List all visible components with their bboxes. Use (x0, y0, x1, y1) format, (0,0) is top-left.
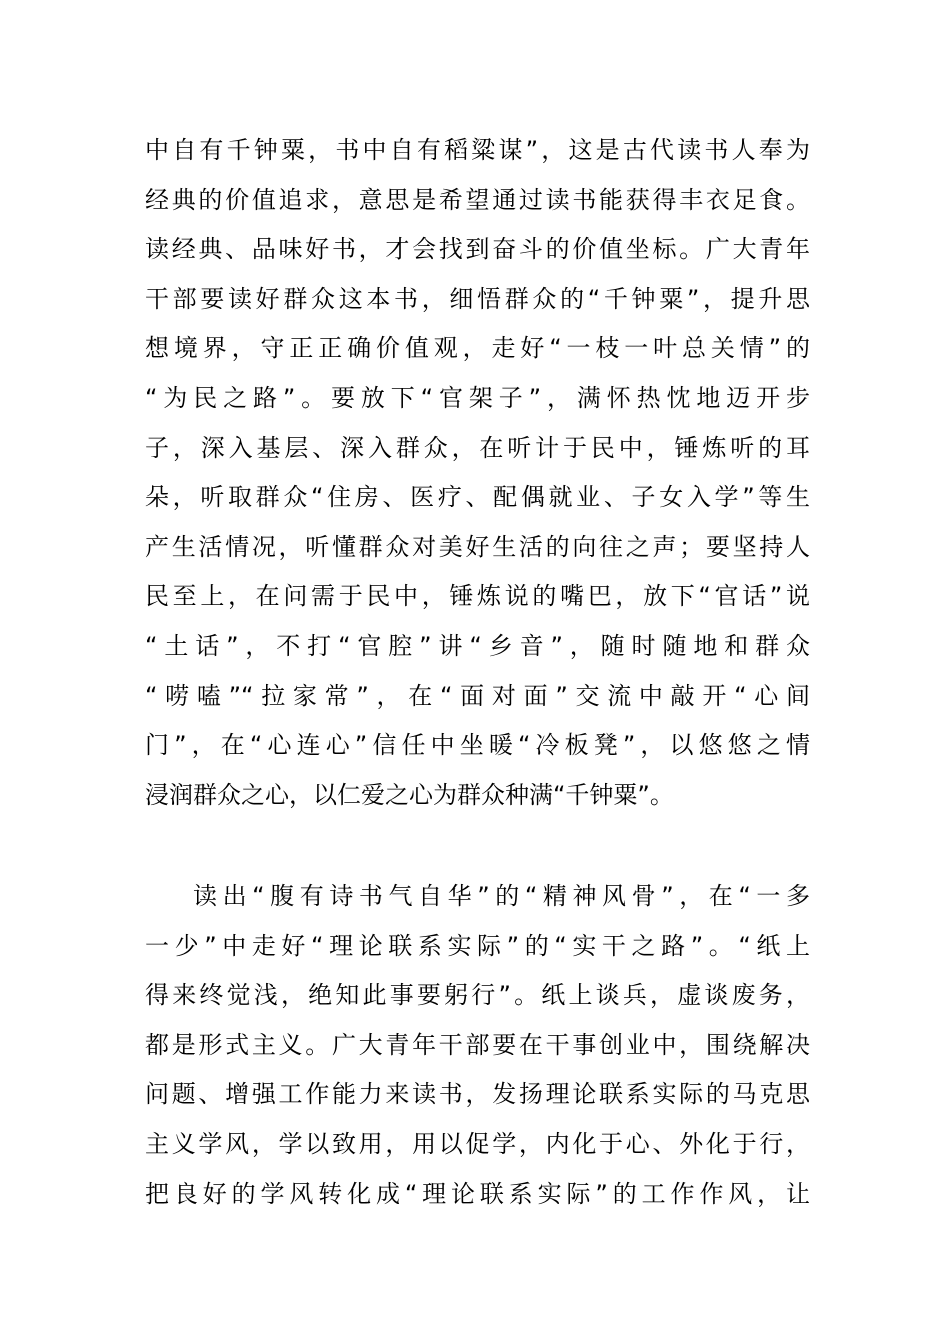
text-line: “土话”，不打“官腔”讲“乡音”，随时随地和群众 (145, 631, 810, 660)
text-line: 产生活情况，听懂群众对美好生活的向往之声；要坚持人 (145, 532, 810, 561)
text-line: 门”，在“心连心”信任中坐暖“冷板凳”，以悠悠之情 (145, 731, 810, 760)
text-line: 干部要读好群众这本书，细悟群众的“千钟粟”，提升思 (145, 284, 810, 313)
text-line: 把良好的学风转化成“理论联系实际”的工作作风，让 (145, 1179, 810, 1208)
text-line: 想境界，守正正确价值观，走好“一枝一叶总关情”的 (145, 334, 810, 363)
text-line: 子，深入基层、深入群众，在听计于民中，锤炼听的耳 (145, 433, 810, 462)
text-line: 浸润群众之心，以仁爱之心为群众种满“千钟粟”。 (145, 780, 674, 809)
text-line: 民至上，在问需于民中，锤炼说的嘴巴，放下“官话”说 (145, 582, 810, 611)
text-line: 一少”中走好“理论联系实际”的“实干之路”。“纸上 (145, 931, 810, 960)
text-line: 得来终觉浅，绝知此事要躬行”。纸上谈兵，虚谈废务， (145, 981, 810, 1010)
text-line: 读出“腹有诗书气自华”的“精神风骨”，在“一多 (193, 882, 810, 910)
text-line: 主义学风，学以致用，用以促学，内化于心、外化于行， (145, 1129, 810, 1158)
text-line: 经典的价值追求，意思是希望通过读书能获得丰衣足食。 (145, 185, 810, 214)
text-line: 朵，听取群众“住房、医疗、配偶就业、子女入学”等生 (145, 483, 810, 512)
paragraph-1 (145, 126, 810, 820)
text-line: 读经典、品味好书，才会找到奋斗的价值坐标。广大青年 (145, 235, 810, 264)
text-line: 问题、增强工作能力来读书，发扬理论联系实际的马克思 (145, 1080, 810, 1109)
text-line: “唠嗑”“拉家常”，在“面对面”交流中敲开“心间 (145, 681, 810, 710)
text-line: 中自有千钟粟，书中自有稻粱谋”，这是古代读书人奉为 (145, 136, 810, 164)
text-line: “为民之路”。要放下“官架子”，满怀热忱地迈开步 (145, 383, 810, 412)
paragraph-2 (145, 872, 810, 1219)
text-line: 都是形式主义。广大青年干部要在干事创业中，围绕解决 (145, 1030, 810, 1059)
